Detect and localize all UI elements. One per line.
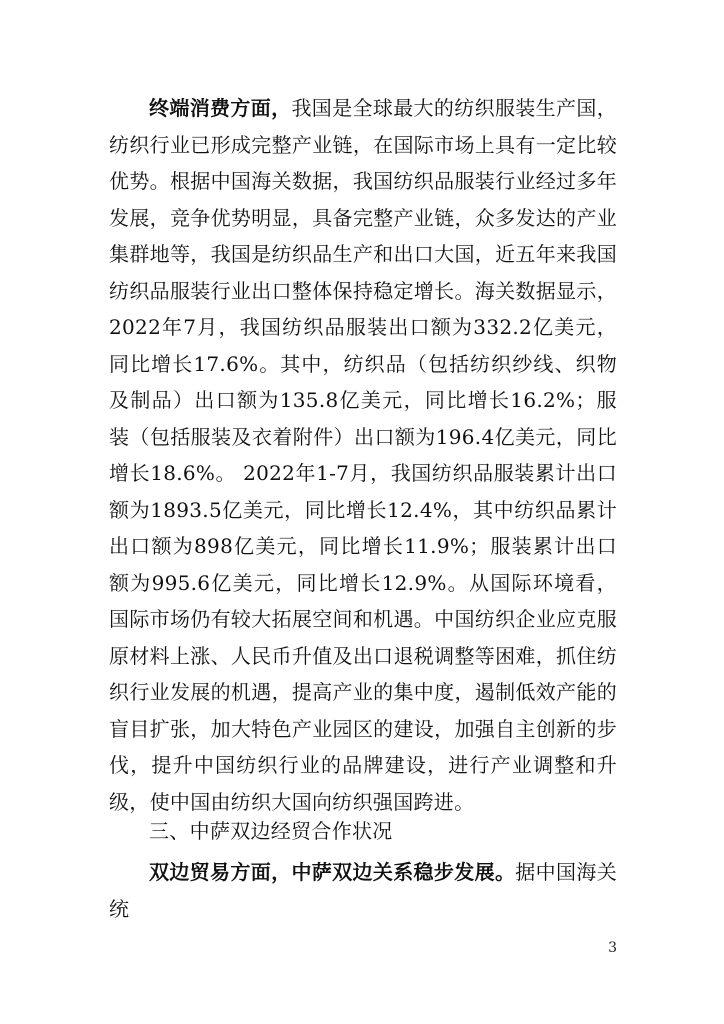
paragraph-bilateral-trade [109,854,617,927]
paragraph-textile-consumption [109,90,617,820]
paragraph-body: 我国是全球最大的纺织服装生产国，纺织行业已形成完整产业链，在国际市场上具有一定比较优势。根据中国海关数据，我国纺织品服装行业经过多年发展，竞争优势明显，具备完整产业链，众多发达的产业集群地等，我国是纺织品生产和出口大国，近五年来我国纺织品服装行业出口整体保持稳定增长。海关数据显示，2022年7月，我国纺织品服装出口额为332.2亿美元，同比增长17.6%。其中，纺织品（包括纺织纱线、织物及制品）出口额为135.8亿美元，同比增长16.2%；服装（包括服装及衣着附件）出口额为196.4亿美元，同比增长18.6%。 2022年1-7月，我国纺织品服装累计出口额为1893.5亿美元，同比增长12.4%，其中纺织品累计出口额为898亿美元，同比增长11.9%；服装累计出口额为995.6亿美元，同比增长12.9%。从国际环境看，国际市场仍有较大拓展空间和机遇。中国纺织企业应克服原材料上涨、人民币升值及出口退税调整等困难，抓住纺织行业发展的机遇，提高产业的集中度，遏制低效产能的盲目扩张，加大特色产业园区的建设，加强自主创新的步伐，提升中国纺织行业的品牌建设，进行产业调整和升级，使中国由纺织大国向纺织强国跨进。 [109,96,617,814]
page-number: 3 [608,940,617,956]
paragraph-body: 据中国海关统 [109,860,617,921]
paragraph-lead-bold: 双边贸易方面，中萨双边关系稳步发展。 [149,860,516,884]
paragraph-lead-bold: 终端消费方面， [149,96,292,120]
section-heading: 三、中萨双边经贸合作状况 [149,819,393,843]
